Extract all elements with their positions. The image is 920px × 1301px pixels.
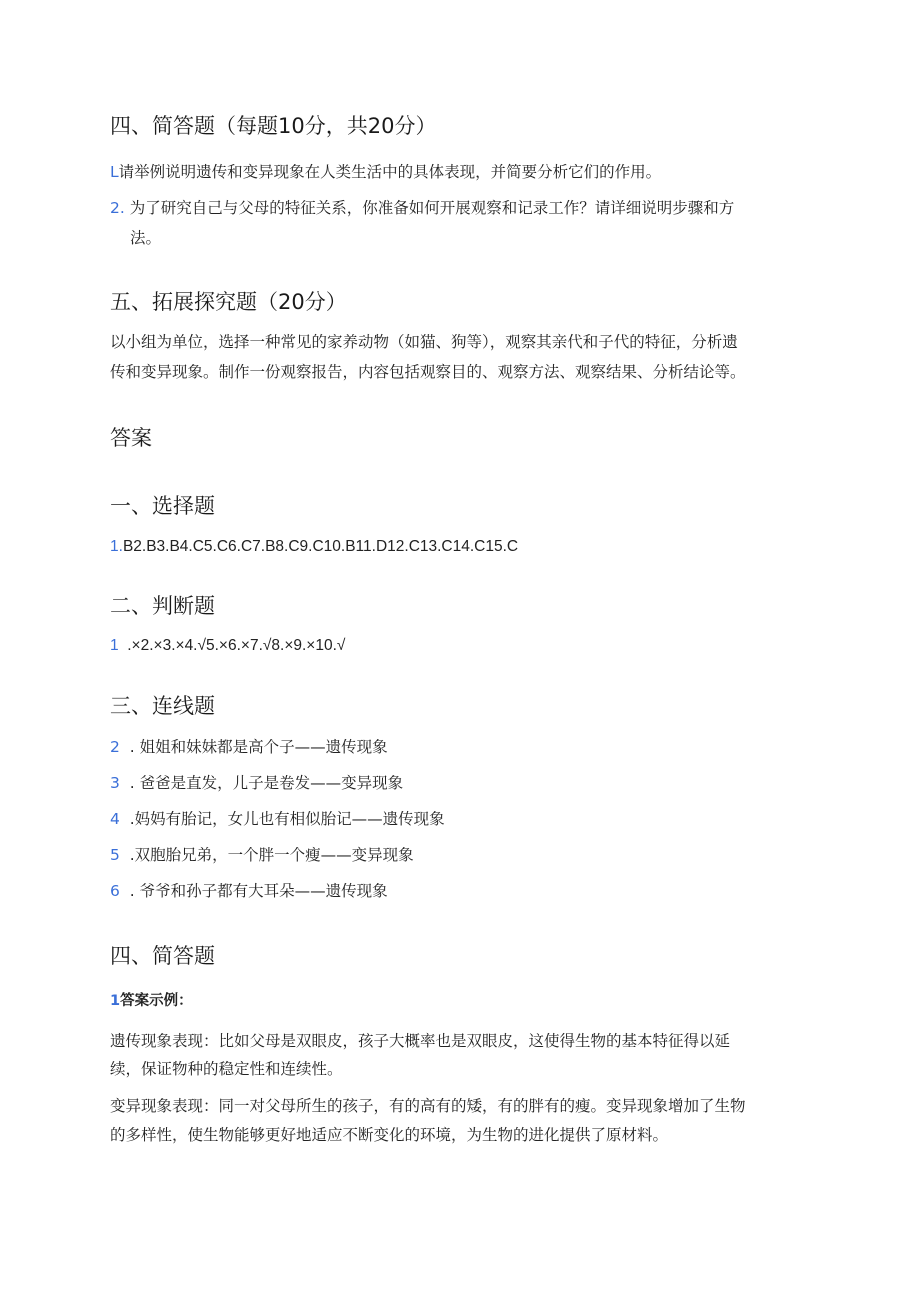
answer-number: 1 — [110, 993, 121, 1009]
question-number: 2. — [110, 199, 125, 217]
section-5-title: 五、拓展探究题（20分） — [110, 290, 347, 314]
answers-title: 答案 — [110, 426, 152, 450]
variation-para-line-1: 变异现象表现：同一对父母所生的孩子，有的高有的矮，有的胖有的瘦。变异现象增加了生物 — [110, 1097, 746, 1115]
question-text: 为了研究自己与父母的特征关系，你准备如何开展观察和记录工作？请详细说明步骤和方 — [129, 199, 735, 217]
match-number: 4 — [110, 810, 120, 828]
question-text: 请举例说明遗传和变异现象在人类生活中的具体表现，并简要分析它们的作用。 — [118, 163, 662, 181]
question-number: L — [110, 163, 119, 181]
section-5-line-1: 以小组为单位，选择一种常见的家养动物（如猫、狗等），观察其亲代和子代的特征，分析遗 — [110, 333, 738, 351]
answer-number: 1. — [110, 538, 123, 555]
match-text: . 爷爷和孙子都有大耳朵——遗传现象 — [129, 882, 388, 900]
match-number: 6 — [110, 882, 120, 900]
match-number: 2 — [110, 738, 120, 756]
match-text: . 姐姐和妹妹都是高个子——遗传现象 — [129, 738, 388, 756]
match-text: .妈妈有胎记，女儿也有相似胎记——遗传现象 — [129, 810, 445, 828]
match-text: . 爸爸是直发，儿子是卷发——变异现象 — [129, 774, 404, 792]
answer-2-title: 二、判断题 — [110, 594, 215, 618]
answer-number: 1 — [110, 637, 119, 654]
answer-1-text — [110, 538, 518, 556]
answer-content: B2.B3.B4.C5.C6.C7.B8.C9.C10.B11.D12.C13.C14.C15.C — [122, 538, 519, 555]
match-item — [110, 807, 445, 829]
variation-para-line-2: 的多样性，使生物能够更好地适应不断变化的环境，为生物的进化提供了原材料。 — [110, 1126, 669, 1144]
section-4-title: 四、简答题（每题10分，共20分） — [110, 114, 437, 138]
section-5-line-2: 传和变异现象。制作一份观察报告，内容包括观察目的、观察方法、观察结果、分析结论等。 — [110, 363, 746, 381]
match-item — [110, 879, 388, 901]
match-text: .双胞胎兄弟，一个胖一个瘦——变异现象 — [129, 846, 414, 864]
question-4-2 — [110, 196, 734, 218]
match-number: 3 — [110, 774, 120, 792]
answer-4-title: 四、简答题 — [110, 944, 215, 968]
match-item — [110, 843, 414, 865]
answer-1-title: 一、选择题 — [110, 494, 215, 518]
match-number: 5 — [110, 846, 120, 864]
answer-3-title: 三、连线题 — [110, 694, 215, 718]
answer-content: .×2.×3.×4.√5.×6.×7.√8.×9.×10.√ — [127, 637, 346, 654]
answer-2-text — [110, 637, 345, 655]
question-4-2-cont: 法。 — [130, 229, 162, 247]
heredity-para-line-2: 续，保证物种的稳定性和连续性。 — [110, 1060, 343, 1078]
match-item — [110, 771, 403, 793]
example-label-text: 答案示例： — [120, 993, 193, 1009]
match-item — [110, 735, 388, 757]
heredity-para-line-1: 遗传现象表现：比如父母是双眼皮，孩子大概率也是双眼皮，这使得生物的基本特征得以延 — [110, 1032, 731, 1050]
question-4-1 — [110, 160, 661, 182]
answer-example-label — [110, 989, 193, 1010]
